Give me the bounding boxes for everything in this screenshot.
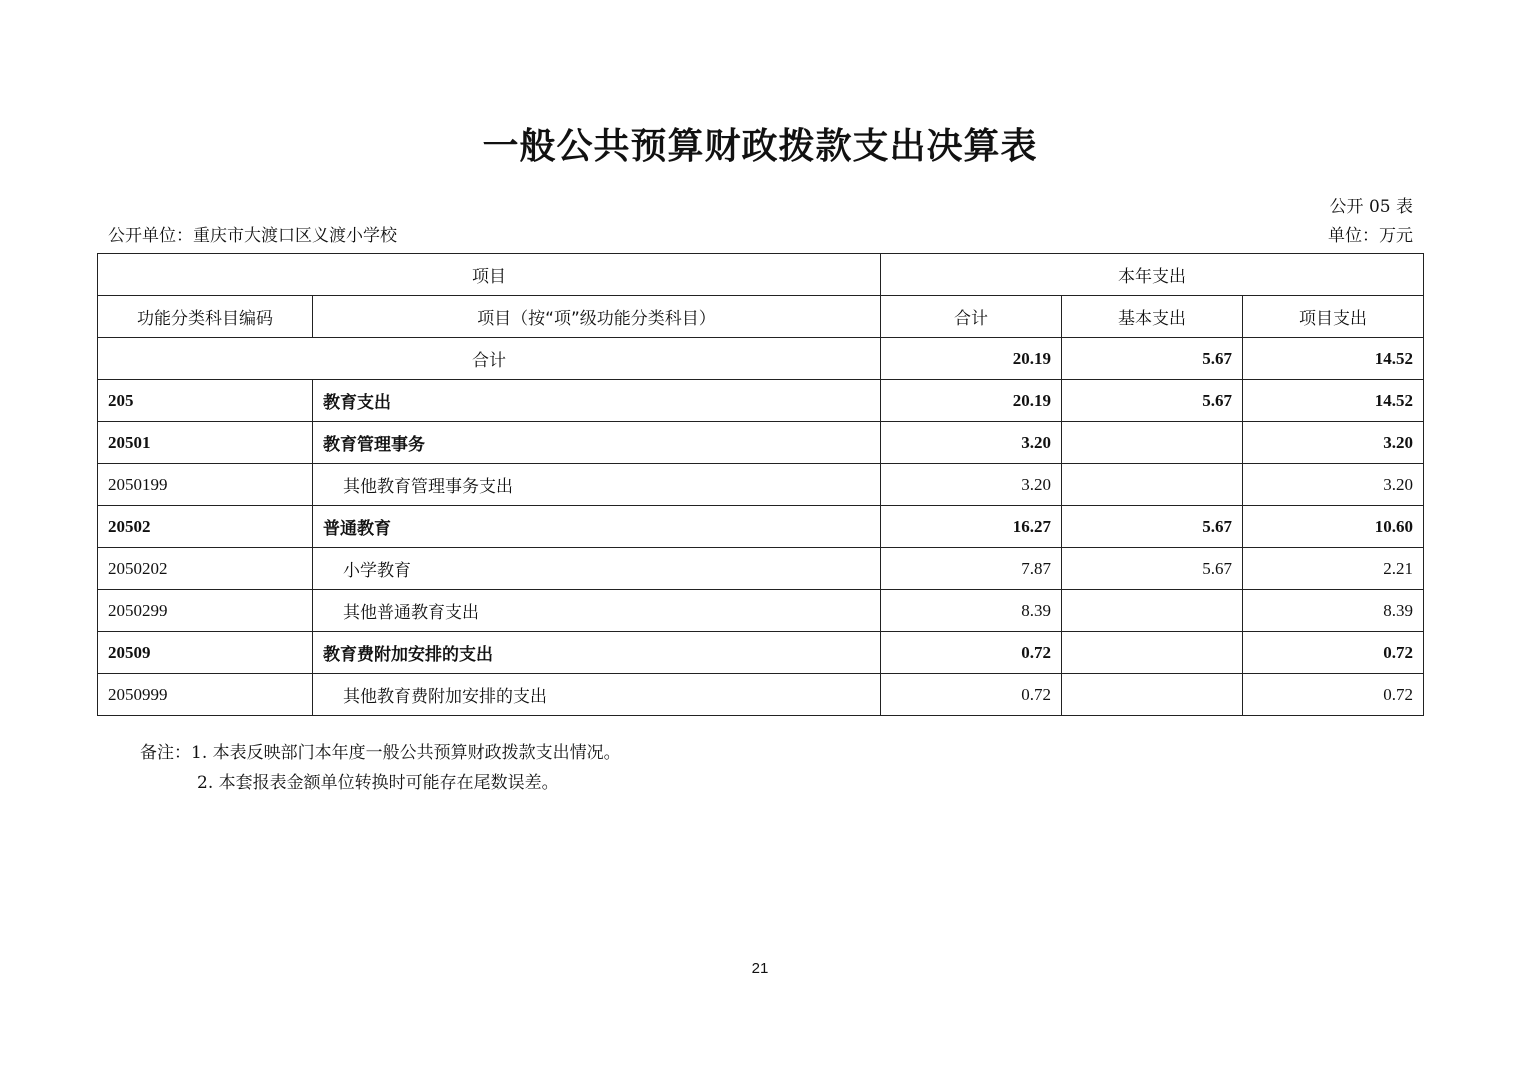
table-row (98, 590, 1424, 632)
total-project: 14.52 (1243, 338, 1424, 380)
total-label: 合计 (98, 338, 881, 380)
note-1: 备注：1. 本表反映部门本年度一般公共预算财政拨款支出情况。 (140, 743, 621, 763)
total-row (98, 338, 1424, 380)
row-total: 7.87 (881, 548, 1062, 590)
row-basic (1062, 590, 1243, 632)
header-row-1 (98, 254, 1424, 296)
row-basic: 5.67 (1062, 506, 1243, 548)
table-row (98, 464, 1424, 506)
row-name: 其他教育费附加安排的支出 (313, 674, 881, 716)
row-name: 教育支出 (313, 380, 881, 422)
table-row (98, 506, 1424, 548)
row-project: 2.21 (1243, 548, 1424, 590)
page-number: 21 (751, 960, 769, 977)
header-item: 项目 (98, 254, 881, 296)
row-project: 14.52 (1243, 380, 1424, 422)
total-basic: 5.67 (1062, 338, 1243, 380)
header-basic: 基本支出 (1062, 296, 1243, 338)
row-name: 小学教育 (313, 548, 881, 590)
row-code: 2050202 (98, 548, 313, 590)
row-code: 20509 (98, 632, 313, 674)
row-name: 其他教育管理事务支出 (313, 464, 881, 506)
row-project: 0.72 (1243, 632, 1424, 674)
row-code: 2050199 (98, 464, 313, 506)
row-project: 0.72 (1243, 674, 1424, 716)
row-basic: 5.67 (1062, 380, 1243, 422)
row-code: 2050999 (98, 674, 313, 716)
row-basic (1062, 632, 1243, 674)
row-project: 8.39 (1243, 590, 1424, 632)
row-basic (1062, 422, 1243, 464)
table-row (98, 632, 1424, 674)
row-basic (1062, 674, 1243, 716)
note-2: 2. 本套报表金额单位转换时可能存在尾数误差。 (197, 773, 559, 793)
header-current-year: 本年支出 (881, 254, 1424, 296)
row-basic: 5.67 (1062, 548, 1243, 590)
row-code: 2050299 (98, 590, 313, 632)
page-title: 一般公共预算财政拨款支出决算表 (482, 126, 1038, 167)
total-total: 20.19 (881, 338, 1062, 380)
row-name: 教育费附加安排的支出 (313, 632, 881, 674)
row-project: 10.60 (1243, 506, 1424, 548)
table-row (98, 422, 1424, 464)
row-basic (1062, 464, 1243, 506)
row-code: 20501 (98, 422, 313, 464)
table-row (98, 548, 1424, 590)
row-total: 0.72 (881, 674, 1062, 716)
table-row (98, 380, 1424, 422)
row-code: 20502 (98, 506, 313, 548)
row-total: 16.27 (881, 506, 1062, 548)
budget-table (97, 253, 1424, 716)
row-total: 3.20 (881, 464, 1062, 506)
notes (140, 738, 621, 798)
form-number: 公开 05 表 (1329, 197, 1413, 217)
reporting-unit: 公开单位：重庆市大渡口区义渡小学校 (108, 226, 397, 246)
currency-unit: 单位：万元 (1328, 226, 1413, 246)
header-project: 项目支出 (1243, 296, 1424, 338)
header-code: 功能分类科目编码 (98, 296, 313, 338)
row-name: 其他普通教育支出 (313, 590, 881, 632)
row-name: 普通教育 (313, 506, 881, 548)
table-row (98, 674, 1424, 716)
row-total: 0.72 (881, 632, 1062, 674)
row-name: 教育管理事务 (313, 422, 881, 464)
header-item-detail: 项目（按“项”级功能分类科目） (313, 296, 881, 338)
row-total: 8.39 (881, 590, 1062, 632)
row-project: 3.20 (1243, 464, 1424, 506)
row-project: 3.20 (1243, 422, 1424, 464)
row-total: 3.20 (881, 422, 1062, 464)
header-total: 合计 (881, 296, 1062, 338)
row-total: 20.19 (881, 380, 1062, 422)
header-row-2 (98, 296, 1424, 338)
row-code: 205 (98, 380, 313, 422)
